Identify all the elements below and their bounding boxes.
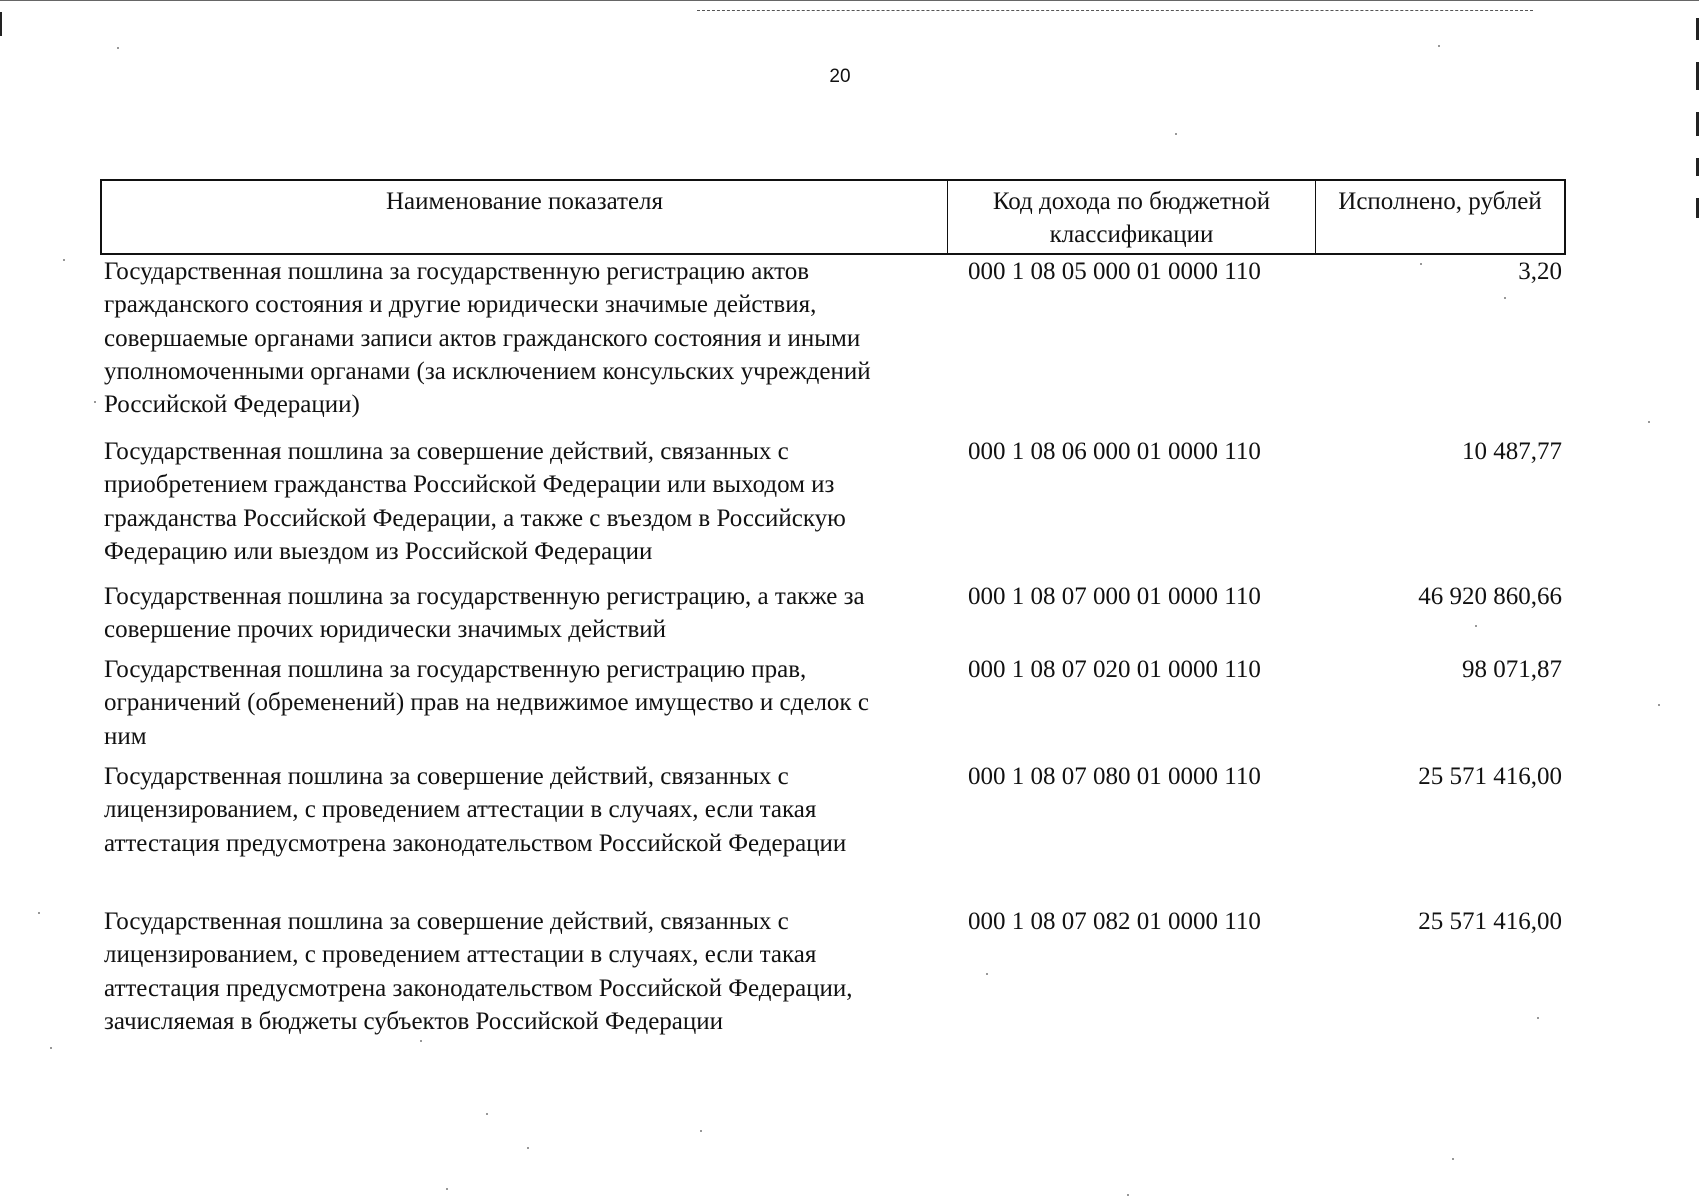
row-amount: 25 571 416,00 [1418, 908, 1562, 935]
row-code: 000 1 08 07 020 01 0000 110 [968, 656, 1261, 683]
header-amount [1316, 181, 1564, 253]
row-name [104, 435, 950, 568]
row-name-line: Государственная пошлина за совершение действий, связанных с [104, 908, 789, 935]
row-code: 000 1 08 05 000 01 0000 110 [968, 258, 1261, 285]
row-name-line: Государственная пошлина за государственную регистрацию, а также за [104, 583, 865, 610]
row-name [104, 653, 950, 753]
row-name [104, 580, 950, 647]
row-name-line: Государственная пошлина за государственную регистрацию актов [104, 258, 810, 285]
row-name-line: аттестация предусмотрена законодательством Российской Федерации [104, 829, 847, 857]
row-name-line: совершение прочих юридически значимых действий [104, 616, 666, 644]
header-amount-label: Исполнено, рублей [1338, 188, 1542, 215]
row-name-line: лицензированием, с проведением аттестации в случаях, если такая [104, 796, 817, 824]
row-amount: 25 571 416,00 [1418, 763, 1562, 790]
header-code-label-line1: Код дохода по бюджетной [992, 188, 1271, 215]
row-name-line: Государственная пошлина за государственную регистрацию прав, [104, 656, 807, 683]
table-header [100, 179, 1566, 255]
row-name-line: гражданства Российской Федерации, а также с въездом в Российскую [104, 504, 846, 532]
row-amount: 10 487,77 [1462, 438, 1562, 465]
row-code: 000 1 08 07 080 01 0000 110 [968, 763, 1261, 790]
row-name [104, 905, 950, 1038]
page-number: 20 [829, 66, 851, 87]
row-name-line: совершаемые органами записи актов гражданского состояния и иными [104, 324, 861, 352]
row-name [104, 255, 950, 421]
row-code: 000 1 08 06 000 01 0000 110 [968, 438, 1261, 465]
scan-left-mark [0, 12, 2, 36]
row-name-line: приобретением гражданства Российской Федерации или выходом из [104, 471, 835, 499]
row-name-line: Государственная пошлина за совершение действий, связанных с [104, 763, 789, 790]
row-amount: 98 071,87 [1462, 656, 1562, 683]
row-amount: 46 920 860,66 [1418, 583, 1562, 610]
header-name [102, 181, 948, 253]
row-name-line: Федерацию или выездом из Российской Федерации [104, 537, 653, 565]
row-name-line: зачисляемая в бюджеты субъектов Российской Федерации [104, 1007, 724, 1035]
scan-dash-line [697, 10, 1533, 11]
header-code [948, 181, 1316, 253]
row-amount: 3,20 [1518, 258, 1562, 285]
row-name-line: ограничений (обременений) прав на недвижимое имущество и сделок с [104, 689, 869, 717]
row-name-line: лицензированием, с проведением аттестации в случаях, если такая [104, 941, 817, 969]
row-name-line: Российской Федерации) [104, 391, 360, 419]
row-name [104, 760, 950, 860]
header-name-label: Наименование показателя [385, 188, 664, 215]
row-name-line: гражданского состояния и другие юридически значимые действия, [104, 291, 817, 319]
row-name-line: уполномоченными органами (за исключением консульских учреждений [104, 357, 871, 385]
row-name-line: Государственная пошлина за совершение действий, связанных с [104, 438, 789, 465]
row-code: 000 1 08 07 000 01 0000 110 [968, 583, 1261, 610]
header-code-label-line2: классификации [1049, 221, 1214, 248]
row-name-line: ним [104, 722, 147, 750]
row-name-line: аттестация предусмотрена законодательством Российской Федерации, [104, 974, 853, 1002]
row-code: 000 1 08 07 082 01 0000 110 [968, 908, 1261, 935]
scan-top-border [0, 0, 1699, 1]
